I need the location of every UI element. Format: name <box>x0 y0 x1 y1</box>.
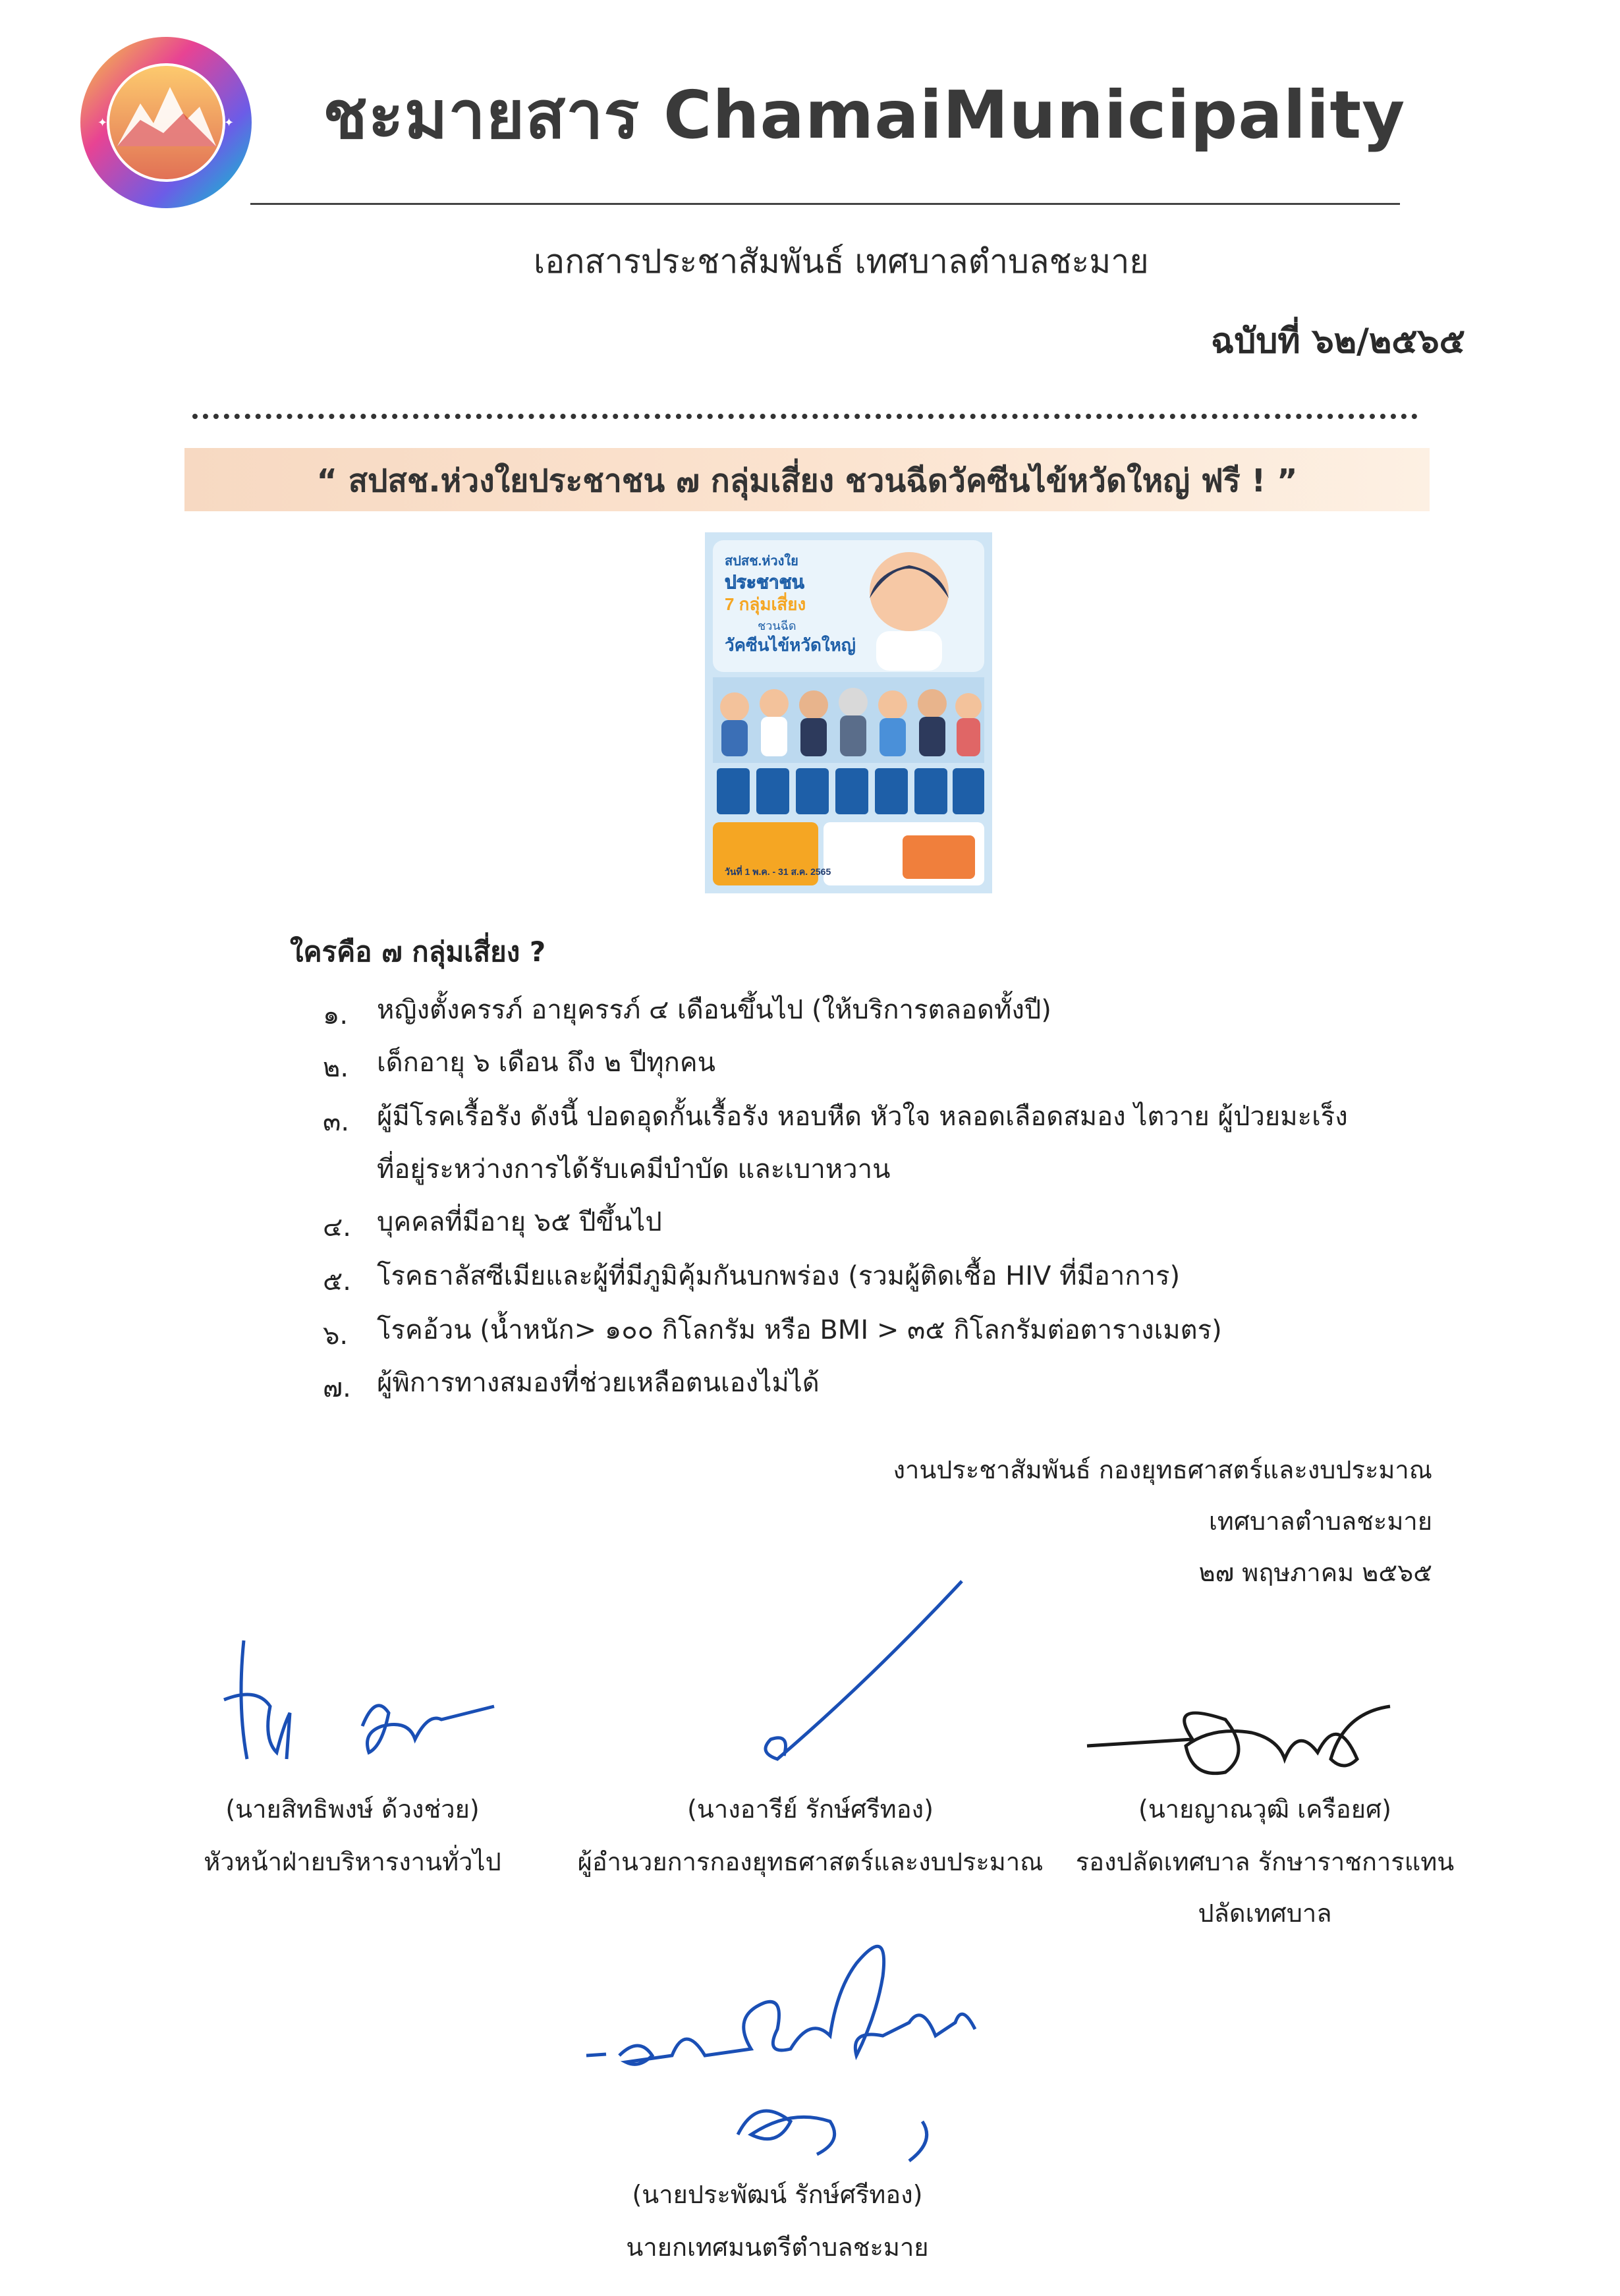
list-item: โรคธาลัสซีเมียและผู้ที่มีภูมิคุ้มกันบกพร่อง (รวมผู้ติดเชื้อ HIV ที่มีอาการ) <box>377 1261 1181 1291</box>
poster-line3: 7 กลุ่มเสี่ยง <box>725 594 806 614</box>
signatory-1-title: หัวหน้าฝ่ายบริหารงานทั่วไป <box>204 1847 501 1876</box>
issuer-organization: เทศบาลตำบลชะมาย <box>1208 1507 1432 1536</box>
list-item-number: ๗. <box>323 1373 351 1403</box>
title-divider <box>250 203 1400 205</box>
poster-line5: วัคซีนไข้หวัดใหญ่ <box>725 635 856 655</box>
svg-text:✦: ✦ <box>224 116 235 130</box>
list-item: ผู้พิการทางสมองที่ช่วยเหลือตนเองไม่ได้ <box>377 1368 820 1398</box>
list-item-number: ๔. <box>323 1212 351 1243</box>
list-item: เด็กอายุ ๖ เดือน ถึง ๒ ปีทุกคน <box>377 1048 715 1078</box>
headline-text: “ สปสช.ห่วงใยประชาชน ๗ กลุ่มเสี่ยง ชวนฉีดวัคซีนไข้หวัดใหญ่ ฟรี ! ” <box>316 462 1298 499</box>
signatory-2-title: ผู้อำนวยการกองยุทธศาสตร์และงบประมาณ <box>577 1847 1044 1876</box>
signatory-4-name: (นายประพัฒน์ รักษ์ศรีทอง) <box>632 2180 923 2209</box>
newsletter-title: ชะมายสาร ChamaiMunicipality <box>323 76 1406 154</box>
issue-number: ฉบับที่ ๖๒/๒๕๖๕ <box>1210 322 1465 361</box>
poster-line4: ชวนฉีด <box>758 619 796 632</box>
signature-1 <box>217 1627 514 1779</box>
poster-line1: สปสช.ห่วงใย <box>725 554 798 569</box>
signatory-3-title-line2: ปลัดเทศบาล <box>1198 1899 1332 1928</box>
signatory-3-name: (นายญาณวุฒิ เครือยศ) <box>1138 1795 1391 1824</box>
list-item-number: ๓. <box>323 1107 350 1137</box>
signature-4 <box>580 1924 988 2174</box>
list-item-number: ๒. <box>323 1053 349 1083</box>
list-item-number: ๑. <box>323 1000 349 1030</box>
list-item: ผู้มีโรคเรื้อรัง ดังนี้ ปอดอุดกั้นเรื้อรัง หอบหืด หัวใจ หลอดเลือดสมอง ไตวาย ผู้ป่วยมะเร็ง <box>377 1102 1348 1132</box>
list-item-number: ๖. <box>323 1320 349 1351</box>
poster-graphic <box>705 532 992 893</box>
signature-3 <box>1080 1687 1410 1785</box>
issue-date: ๒๗ พฤษภาคม ๒๕๖๕ <box>1198 1558 1432 1587</box>
signatory-4-title: นายกเทศมนตรีตำบลชะมาย <box>626 2233 929 2262</box>
list-item: โรคอ้วน (น้ำหนัก> ๑๐๐ กิโลกรัม หรือ BMI > ๓๕ กิโลกรัมต่อตารางเมตร) <box>377 1315 1222 1345</box>
poster-date: วันที่ 1 พ.ค. - 31 ส.ค. 2565 <box>725 866 831 877</box>
signatory-3-title: รองปลัดเทศบาล รักษาราชการแทน <box>1075 1847 1455 1876</box>
signature-2 <box>738 1575 975 1772</box>
headline-banner <box>184 448 1430 511</box>
signatory-2-name: (นางอารีย์ รักษ์ศรีทอง) <box>687 1795 934 1824</box>
list-item: บุคคลที่มีอายุ ๖๕ ปีขึ้นไป <box>377 1207 662 1237</box>
dotted-divider <box>192 414 1418 419</box>
signatory-1-name: (นายสิทธิพงษ์ ด้วงช่วย) <box>225 1795 480 1824</box>
document-subtitle: เอกสารประชาสัมพันธ์ เทศบาลตำบลชะมาย <box>534 242 1149 281</box>
list-item-continuation: ที่อยู่ระหว่างการได้รับเคมีบำบัด และเบาหวาน <box>377 1154 891 1185</box>
list-item-number: ๕. <box>323 1266 351 1297</box>
list-item: หญิงตั้งครรภ์ อายุครรภ์ ๔ เดือนขึ้นไป (ให้บริการตลอดทั้งปี) <box>377 995 1051 1025</box>
risk-groups-heading: ใครคือ ๗ กลุ่มเสี่ยง ? <box>290 936 546 968</box>
municipality-logo <box>78 34 254 211</box>
svg-text:✦: ✦ <box>98 116 108 130</box>
vaccine-poster-image <box>705 532 992 893</box>
issuer-department: งานประชาสัมพันธ์ กองยุทธศาสตร์และงบประมาณ <box>893 1455 1432 1484</box>
poster-line2: ประชาชน <box>725 572 804 592</box>
